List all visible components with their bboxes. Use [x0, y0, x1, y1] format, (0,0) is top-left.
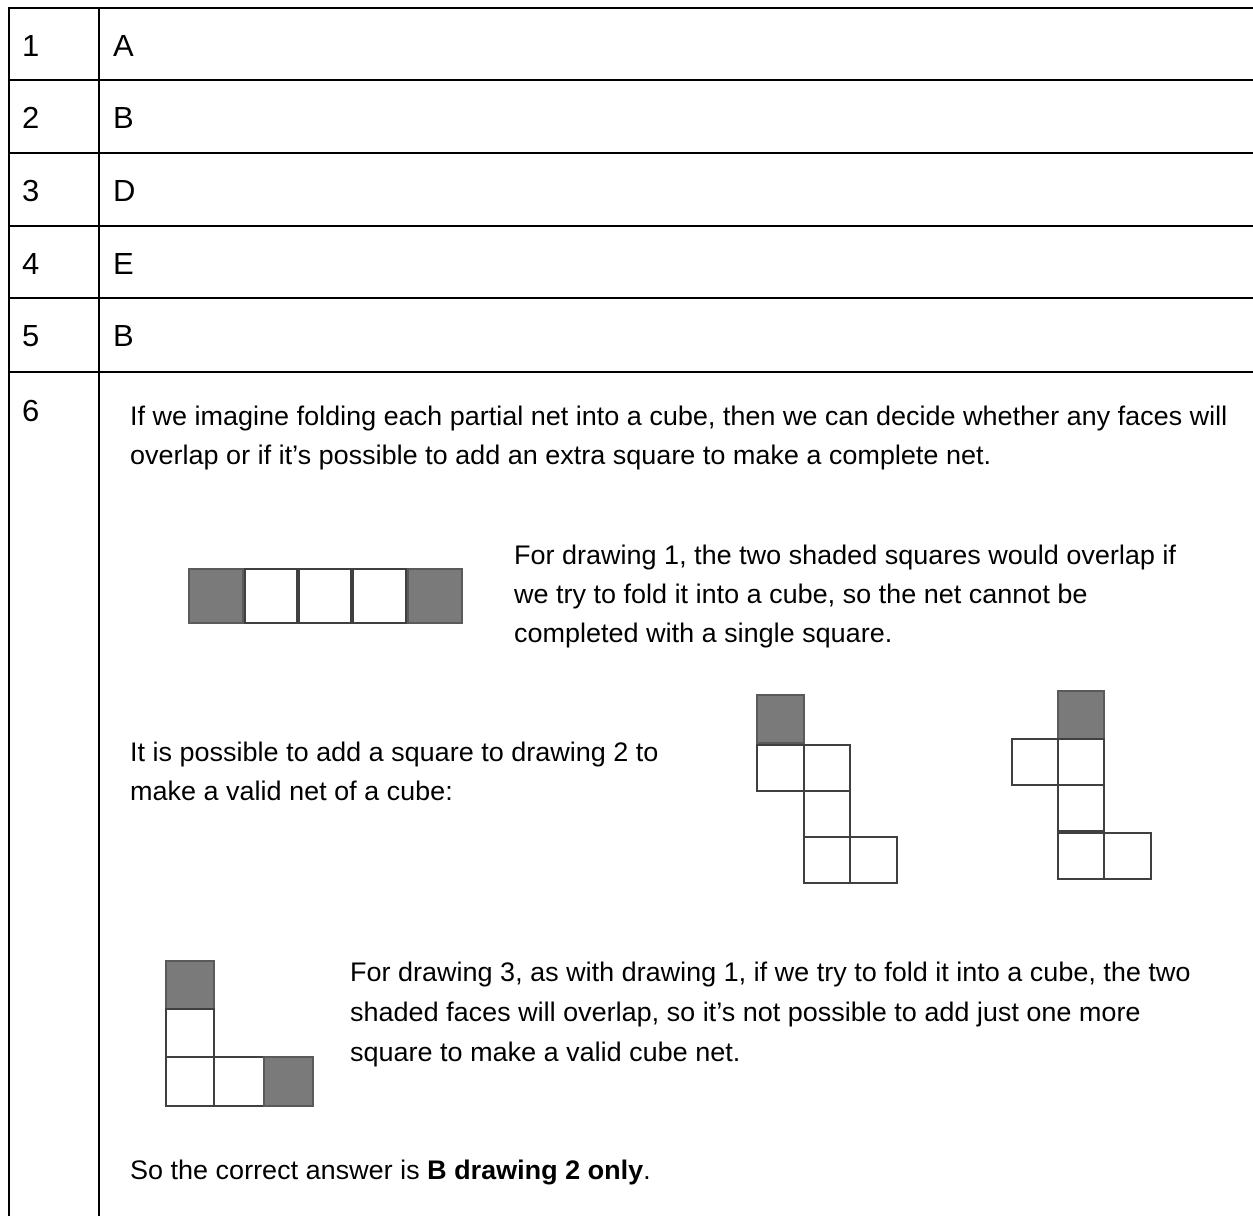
solution-intro: If we imagine folding each partial net into a cube, then we can decide whether any faces will overlap or if it’s possible to add an extra square to make a complete net. [130, 401, 1228, 470]
answer-letter: B [113, 100, 134, 135]
added-square [1057, 690, 1105, 740]
shaded-square [407, 568, 463, 624]
question-number: 3 [22, 173, 40, 208]
table-column-divider [98, 7, 100, 1216]
net-square [1057, 832, 1105, 880]
drawing-3-explanation: For drawing 3, as with drawing 1, if we try to fold it into a cube, the two shaded faces will overlap, so it’s not possible to add just one more square to make a valid cube net. [350, 957, 1191, 1067]
net-square [1103, 832, 1152, 880]
drawing-1-explanation: For drawing 1, the two shaded squares would overlap if we try to fold it into a cube, so the net cannot be completed with a single square. [514, 540, 1176, 648]
net-square [803, 790, 851, 838]
net-square [165, 1008, 215, 1058]
net-square [1057, 738, 1105, 786]
correct-answer: B drawing 2 only [427, 1155, 644, 1185]
shaded-square [188, 568, 244, 624]
row-divider [8, 297, 1253, 299]
net-square [803, 836, 851, 884]
row-divider [8, 225, 1253, 227]
net-square [803, 744, 851, 792]
net-square [1057, 784, 1105, 832]
net-square [849, 836, 898, 884]
net-square [756, 744, 805, 792]
conclusion-prefix: So the correct answer is [130, 1155, 428, 1185]
shaded-square [263, 1056, 314, 1107]
table-border-top [8, 7, 1253, 9]
drawing-2-explanation: It is possible to add a square to drawing 2 to make a valid net of a cube: [130, 737, 659, 806]
question-number: 6 [22, 393, 40, 428]
row-divider [8, 79, 1253, 81]
answer-letter: A [113, 28, 134, 63]
table-border-left [8, 7, 10, 1216]
net-square [352, 568, 407, 624]
net-square [1011, 738, 1059, 786]
net-square [165, 1056, 215, 1107]
row-divider [8, 371, 1253, 373]
question-number: 2 [22, 100, 40, 135]
answer-letter: B [113, 318, 134, 353]
row-divider [8, 152, 1253, 154]
net-square [213, 1056, 265, 1107]
net-square [244, 568, 298, 624]
question-number: 5 [22, 318, 40, 353]
added-square [756, 694, 805, 744]
question-number: 1 [22, 28, 40, 63]
net-square [298, 568, 352, 624]
answer-letter: E [113, 246, 134, 281]
conclusion [130, 1151, 1130, 1190]
answer-letter: D [113, 173, 136, 208]
shaded-square [165, 960, 215, 1010]
conclusion-suffix: . [643, 1155, 651, 1185]
question-number: 4 [22, 246, 40, 281]
